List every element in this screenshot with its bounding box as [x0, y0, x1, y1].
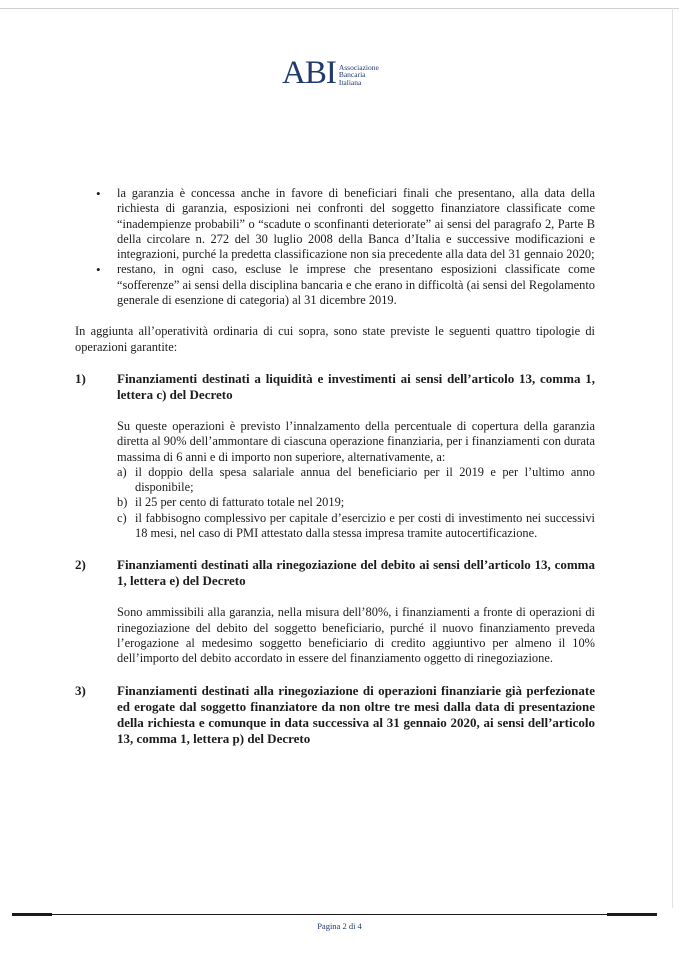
section-number: 3) [75, 682, 86, 698]
list-item [117, 495, 595, 510]
top-rule [0, 8, 679, 9]
intro-paragraph: In aggiunta all’operatività ordinaria di cui sopra, sono state previste le seguenti quattro tipologie di operazioni garantite: [75, 324, 595, 354]
footer-rule-left [12, 913, 52, 916]
section-1 [75, 371, 595, 541]
section-heading [75, 683, 595, 747]
section-2 [75, 557, 595, 666]
footer-rule-right [607, 913, 657, 916]
section-title: Finanziamenti destinati alla rinegoziazione di operazioni finanziarie già perfezionate ed erogate dal soggetto finanziatore da non oltre tre mesi dalla data di presentazione della richiesta e comunque in data successiva al 31 gennaio 2020, ai sensi dell’articolo 13, comma 1, lettera p) del Decreto [117, 682, 595, 746]
abi-logo [282, 52, 379, 91]
logo-line-3: Italiana [338, 77, 362, 87]
section-body: Sono ammissibili alla garanzia, nella misura dell’80%, i finanziamenti a fronte di operazioni di rinegoziazione del debito del soggetto beneficiario, purché il nuovo finanziamento preveda l’erogazione al medesimo soggetto beneficiario di credito aggiuntivo per almeno il 10% dell’importo del debito accordato in essere del finanziamento oggetto di rinegoziazione. [117, 605, 595, 666]
bullet-item: • la garanzia è concessa anche in favore di beneficiari finali che presentano, alla data della richiesta di garanzia, esposizioni nei confronti del soggetto finanziatore classificate come “inadempienze probabili” o “scadute o sconfinanti deteriorate” ai sensi del paragrafo 2, Parte B della circolare n. 272 del 30 luglio 2008 della Banca d’Italia e successive modificazioni e integrazioni, purché la predetta classificazione non sia precedente alla data del 31 gennaio 2020; [75, 186, 595, 262]
section-number: 2) [75, 557, 86, 573]
lettered-list [117, 465, 595, 541]
page-number: Pagina 2 di 4 [317, 921, 362, 931]
list-item [117, 511, 595, 542]
right-margin-rule [672, 8, 673, 908]
logo-text [339, 64, 379, 87]
list-item-text: il doppio della spesa salariale annua del beneficiario per il 2019 e per l’ultimo anno disponibile; [135, 464, 595, 495]
section-3 [75, 683, 595, 747]
list-item [117, 465, 595, 496]
list-item-label: c) [117, 510, 127, 525]
section-title: Finanziamenti destinati alla rinegoziazione del debito ai sensi dell’articolo 13, comma 1, lettera e) del Decreto [117, 557, 595, 589]
list-item-label: a) [117, 464, 127, 479]
logo-mark: ABI [282, 55, 336, 91]
bullet-item: • restano, in ogni caso, escluse le imprese che presentano esposizioni classificate come “sofferenze” ai sensi della disciplina bancaria e che erano in difficoltà (ai sensi del Regolamento generale di esenzione di categoria) al 31 dicembre 2019. [75, 262, 595, 308]
section-number: 1) [75, 370, 86, 386]
logo-line-2: Bancaria [338, 70, 366, 79]
document-body [75, 186, 595, 747]
section-title: Finanziamenti destinati a liquidità e investimenti ai sensi dell’articolo 13, comma 1, lettera c) del Decreto [117, 370, 595, 402]
section-body: Su queste operazioni è previsto l’innalzamento della percentuale di copertura della garanzia diretta al 90% dell’ammontare di ciascuna operazione finanziaria, per i finanziamenti con durata massima di 6 anni e di importo non superiore, alternativamente, a: [117, 418, 595, 464]
bullet-list [75, 186, 595, 308]
footer-rule [52, 914, 607, 915]
section-heading [75, 557, 595, 589]
section-heading [75, 371, 595, 403]
list-item-text: il fabbisogno complessivo per capitale d’esercizio e per costi di investimento nei successivi 18 mesi, nel caso di PMI attestato dalla stessa impresa tramite autocertificazione. [135, 510, 595, 541]
list-item-text: il 25 per cento di fatturato totale nel 2019; [135, 495, 345, 510]
list-item-label: b) [117, 495, 128, 510]
logo-line-1: Associazione [338, 62, 379, 72]
